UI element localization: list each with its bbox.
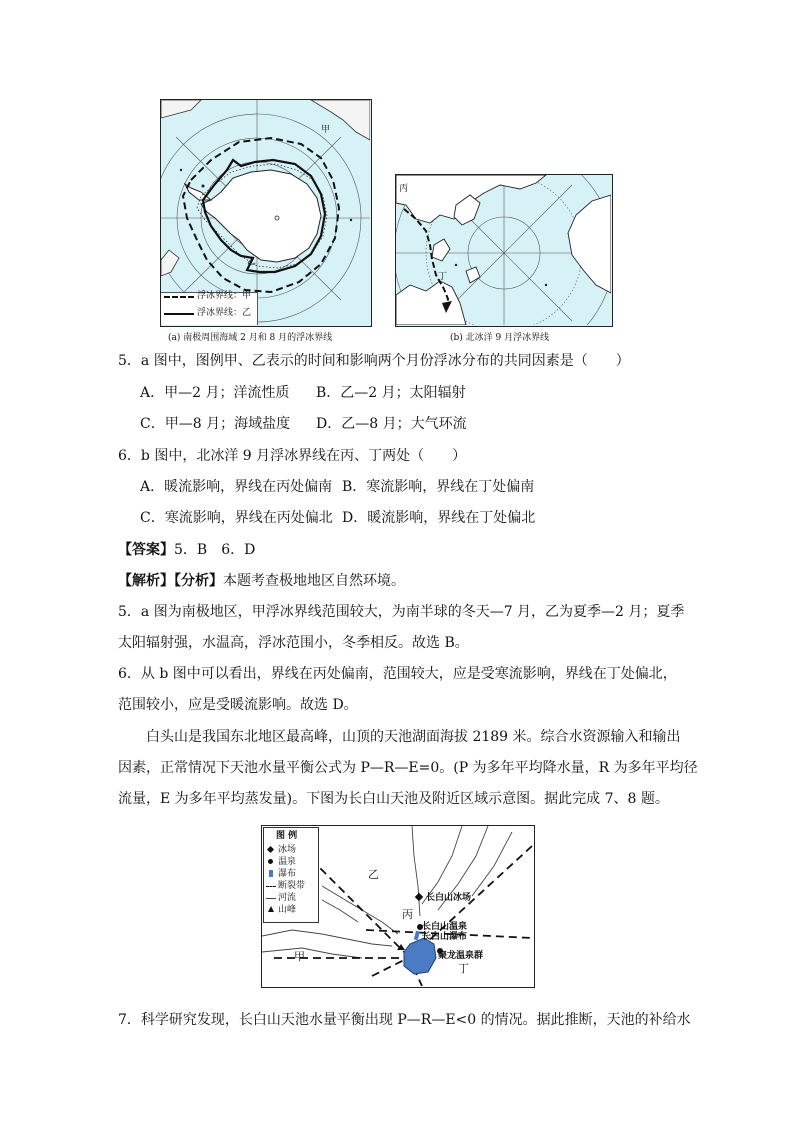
label-ding: 丁 [438, 272, 448, 282]
caption-a: (a) 南极周围海域 2 月和 8 月的浮冰界线 [168, 333, 333, 343]
tianchi-map [261, 825, 535, 988]
legend-yi-label: 浮冰界线：乙 [197, 308, 252, 318]
icefield-marker [415, 893, 423, 901]
label-bing: 丙 [399, 184, 409, 194]
analysis-p5-line1: 5．a 图为南极地区，甲浮冰界线范围较大，为南半球的冬天—7 月，乙为夏季—2 月；夏季 [118, 604, 685, 620]
q5-option-c: C．甲—8 月；海域盐度 [140, 416, 291, 432]
waterfall-marker [414, 931, 420, 941]
legend-river-icon [266, 898, 276, 899]
place-icefield: 长白山冰场 [426, 893, 472, 903]
q5-stem: 5．a 图中，图例甲、乙表示的时间和影响两个月份浮冰分布的共同因素是（ ） [118, 353, 630, 369]
legend-icefield-icon [267, 846, 274, 853]
label-yi-c: 乙 [368, 868, 379, 881]
legend-river: 河流 [278, 893, 297, 903]
label-ding-c: 丁 [458, 962, 469, 975]
q6-option-b: B．寒流影响，界线在丁处偏南 [342, 479, 535, 495]
analysis-tag: 【解析】【分析】 [118, 573, 223, 589]
intro-line1: 白头山是我国东北地区最高峰，山顶的天池湖面海拔 2189 米。综合水资源输入和输出 [146, 729, 681, 745]
legend-jia-label: 浮冰界线：甲 [197, 291, 252, 301]
q6-option-c: C．寒流影响，界线在丙处偏北 [140, 510, 333, 526]
answer-text: 5．B 6．D [174, 542, 256, 558]
legend-waterfall: 瀑布 [278, 869, 297, 879]
q5-option-b: B．乙—2 月；太阳辐射 [316, 385, 466, 401]
analysis-p6-line1: 6．从 b 图中可以看出，界线在丙处偏南，范围较大，应是受寒流影响，界线在丁处偏北， [118, 666, 677, 682]
legend-peak: 山峰 [278, 905, 297, 915]
antarctica-landmass [201, 170, 321, 262]
place-waterfall: 长白山瀑布 [422, 932, 468, 942]
analysis-line [118, 571, 405, 591]
answer-tag: 【答案】 [118, 542, 174, 558]
legend-a [161, 292, 258, 325]
intro-line2: 因素，正常情况下天池水量平衡公式为 P—R—E=0。(P 为多年平均降水量，R 为多年平均径 [118, 760, 698, 776]
place-hotspring-group: 聚龙温泉群 [438, 951, 484, 961]
q7-line1: 7．科学研究发现，长白山天池水量平衡出现 P—R—E<0 的情况。据此推断，天池的补给水 [118, 1012, 691, 1028]
place-hotspring: 长白山温泉 [422, 922, 468, 932]
intro-line3: 流量，E 为多年平均蒸发量)。下图为长白山天池及附近区域示意图。据此完成 7、8 题。 [118, 791, 669, 807]
q6-option-d: D．暖流影响，界线在丁处偏北 [342, 510, 536, 526]
legend-fault: 断裂带 [278, 881, 306, 891]
q6-option-a: A．暖流影响，界线在丙处偏南 [140, 479, 333, 495]
antarctic-map [160, 99, 372, 327]
legend-icefield: 冰场 [278, 845, 297, 855]
analysis-p6-line2: 范围较小，应是受暖流影响。故选 D。 [118, 697, 358, 713]
caption-b: (b) 北冰洋 9 月浮冰界线 [450, 333, 550, 343]
answer-line [118, 540, 255, 560]
legend-c [263, 827, 319, 923]
label-yi-a: 乙 [247, 257, 257, 267]
legend-fault-icon [266, 886, 276, 887]
analysis-text: 本题考查极地地区自然环境。 [223, 573, 405, 589]
q5-option-d: D．乙—8 月；大气环流 [316, 416, 467, 432]
legend-title: 图 例 [276, 831, 298, 841]
analysis-p5-line2: 太阳辐射强，水温高，浮冰范围小，冬季相反。故选 B。 [118, 635, 469, 651]
legend-hotspring: 温泉 [278, 857, 297, 867]
tianchi-lake [404, 938, 436, 974]
q5-option-a: A．甲—2 月；洋流性质 [140, 385, 290, 401]
label-bing-c: 丙 [402, 908, 413, 921]
legend-peak-icon [268, 906, 274, 912]
legend-hotspring-icon [268, 859, 273, 864]
legend-waterfall-icon [269, 870, 273, 877]
label-jia-a: 甲 [321, 125, 331, 135]
q6-stem: 6．b 图中，北冰洋 9 月浮冰界线在丙、丁两处（ ） [118, 448, 467, 464]
label-jia-c: 甲 [294, 950, 305, 963]
arctic-map [395, 174, 613, 327]
